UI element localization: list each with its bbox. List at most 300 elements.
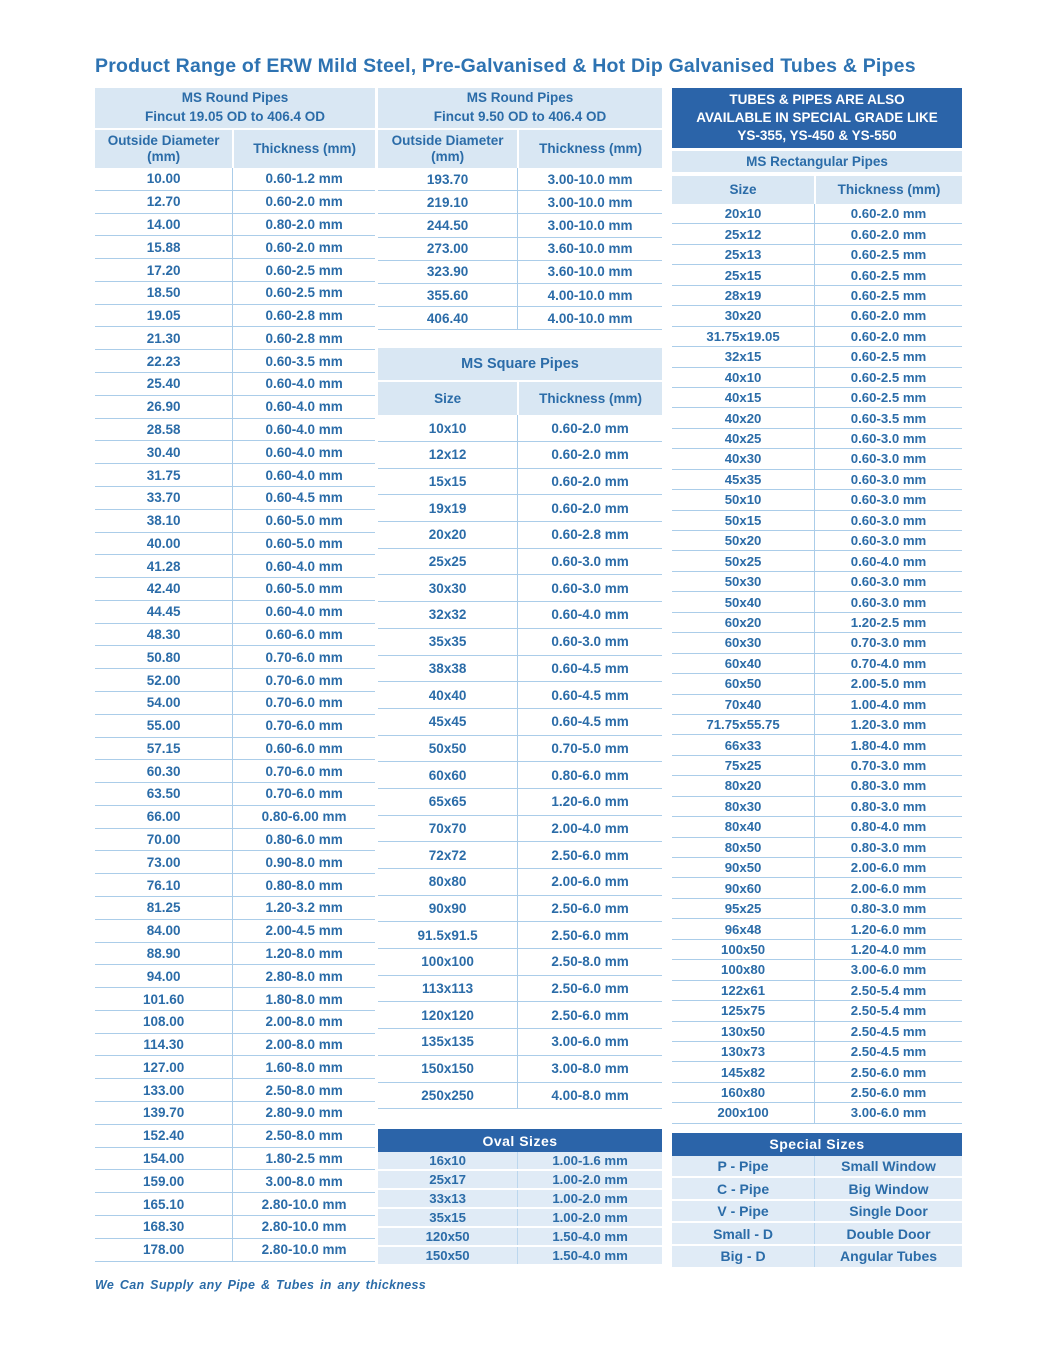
table-cell: 0.80-3.0 mm xyxy=(814,838,962,857)
table-cell: 0.60-3.0 mm xyxy=(517,629,662,655)
column-header-size: Size xyxy=(434,391,462,407)
square-pipes-header xyxy=(378,348,662,382)
table-cell: 130x73 xyxy=(721,1044,766,1060)
table-row xyxy=(378,1002,662,1029)
table-cell: 0.60-2.0 mm xyxy=(232,236,375,258)
table-cell: 35x35 xyxy=(428,634,467,650)
table-cell: 45x35 xyxy=(724,471,762,487)
table-cell: 323.90 xyxy=(426,264,469,280)
table-cell: 10.00 xyxy=(146,171,181,187)
table-row xyxy=(672,1103,962,1123)
table-row xyxy=(672,368,962,388)
table-cell: 20x20 xyxy=(428,527,467,543)
table-cell: 80x50 xyxy=(724,839,762,855)
table-cell: 100x100 xyxy=(421,954,474,970)
table-cell: 3.00-8.0 mm xyxy=(232,1170,375,1192)
table-cell: 2.50-4.5 mm xyxy=(814,1022,962,1041)
round-pipes-2-column-headers xyxy=(378,130,662,168)
table-row xyxy=(95,829,375,852)
table-cell: 40x30 xyxy=(724,451,762,467)
table-cell: 0.60-2.0 mm xyxy=(232,191,375,213)
table-cell: 1.20-6.0 mm xyxy=(814,919,962,938)
table-row xyxy=(95,1148,375,1171)
table-cell: 73.00 xyxy=(146,854,181,870)
table-cell: 75x25 xyxy=(724,758,762,774)
table-cell: 42.40 xyxy=(146,581,181,597)
column-header-outside-diameter: Outside Diameter (mm) xyxy=(391,133,504,164)
column-header-size: Size xyxy=(729,182,757,198)
table-cell: Big Window xyxy=(814,1178,962,1199)
table-cell: 0.60-2.0 mm xyxy=(814,224,962,243)
table-cell: 101.60 xyxy=(142,991,185,1007)
table-cell: 3.60-10.0 mm xyxy=(517,238,662,260)
table-cell: 10x10 xyxy=(428,420,467,436)
table-title: MS Square Pipes xyxy=(461,356,579,373)
table-cell: 1.00-2.0 mm xyxy=(517,1190,662,1207)
table-cell: 135x135 xyxy=(421,1034,474,1050)
table-cell: 70x40 xyxy=(724,696,762,712)
table-cell: 250x250 xyxy=(421,1087,474,1103)
table-cell: 3.60-10.0 mm xyxy=(517,261,662,283)
table-cell: 45x45 xyxy=(428,714,467,730)
table-row xyxy=(95,1102,375,1125)
table-cell: 0.60-2.5 mm xyxy=(814,347,962,366)
table-cell: 0.60-2.5 mm xyxy=(232,282,375,304)
table-cell: 0.70-3.0 mm xyxy=(814,756,962,775)
table-cell: 80x80 xyxy=(428,874,467,890)
table-row xyxy=(672,224,962,244)
table-cell: 1.60-8.0 mm xyxy=(232,1056,375,1078)
table-title: MS Round Pipes xyxy=(466,90,574,106)
table-row xyxy=(95,236,375,259)
table-cell: 50x50 xyxy=(428,740,467,756)
table-row xyxy=(672,919,962,939)
table-cell: 30x20 xyxy=(724,308,762,324)
table-row xyxy=(378,656,662,683)
table-cell: 0.60-3.5 mm xyxy=(232,350,375,372)
table-cell: 3.00-10.0 mm xyxy=(517,191,662,213)
table-cell: 0.90-8.0 mm xyxy=(232,851,375,873)
table-cell: 152.40 xyxy=(142,1128,185,1144)
table-row xyxy=(672,1083,962,1103)
table-row xyxy=(378,1152,662,1171)
table-cell: 60x30 xyxy=(724,635,762,651)
table-cell: 0.60-2.5 mm xyxy=(814,265,962,284)
table-cell: 1.00-2.0 mm xyxy=(517,1171,662,1188)
table-row xyxy=(95,578,375,601)
table-cell: 91.5x91.5 xyxy=(417,927,478,943)
table-row xyxy=(672,449,962,469)
table-cell: 0.80-8.0 mm xyxy=(232,874,375,896)
table-cell: Small - D xyxy=(713,1225,773,1242)
table-row xyxy=(672,408,962,428)
table-cell: 0.70-4.0 mm xyxy=(814,654,962,673)
table-cell: 127.00 xyxy=(142,1059,185,1075)
square-pipes-rows xyxy=(378,415,662,1109)
table-row xyxy=(378,1171,662,1190)
table-row xyxy=(672,1246,962,1269)
table-row xyxy=(378,415,662,442)
table-cell: 0.60-3.0 mm xyxy=(517,549,662,575)
table-cell: 1.20-3.2 mm xyxy=(232,897,375,919)
table-row xyxy=(95,692,375,715)
table-row xyxy=(672,797,962,817)
table-cell: Big - D xyxy=(720,1248,766,1265)
table-cell: 0.70-6.0 mm xyxy=(232,646,375,668)
table-row xyxy=(378,261,662,284)
column-header-thickness: Thickness (mm) xyxy=(517,382,662,415)
table-row xyxy=(378,629,662,656)
table-row xyxy=(672,511,962,531)
rectangular-pipes-table xyxy=(672,151,962,1124)
table-cell: 50x25 xyxy=(724,553,762,569)
table-cell: 31.75x19.05 xyxy=(706,328,780,344)
table-row xyxy=(95,920,375,943)
table-cell: 2.00-8.0 mm xyxy=(232,1011,375,1033)
table-cell: 50x40 xyxy=(724,594,762,610)
table-row xyxy=(378,762,662,789)
table-row xyxy=(378,1083,662,1110)
table-cell: 35x15 xyxy=(429,1210,466,1226)
table-row xyxy=(378,214,662,237)
table-cell: 2.50-6.0 mm xyxy=(814,1062,962,1081)
table-cell: 1.20-8.0 mm xyxy=(232,943,375,965)
table-title: MS Rectangular Pipes xyxy=(746,154,888,169)
table-cell: 2.50-8.0 mm xyxy=(232,1079,375,1101)
table-row xyxy=(672,388,962,408)
table-row xyxy=(672,858,962,878)
table-cell: 0.60-2.8 mm xyxy=(232,327,375,349)
table-row xyxy=(378,575,662,602)
table-cell: 4.00-10.0 mm xyxy=(517,284,662,306)
table-cell: 19.05 xyxy=(146,308,181,324)
table-cell: 81.25 xyxy=(146,900,181,916)
table-row xyxy=(95,783,375,806)
table-cell: 219.10 xyxy=(426,194,469,210)
table-cell: 90x90 xyxy=(428,901,467,917)
table-row xyxy=(378,307,662,330)
table-cell: 40x25 xyxy=(724,431,762,447)
table-cell: 80x30 xyxy=(724,798,762,814)
table-cell: Single Door xyxy=(814,1201,962,1222)
table-cell: Small Window xyxy=(814,1156,962,1177)
table-cell: 1.80-4.0 mm xyxy=(814,735,962,754)
table-cell: 28x19 xyxy=(724,287,762,303)
table-cell: 0.60-2.5 mm xyxy=(814,388,962,407)
table-cell: 40x15 xyxy=(724,390,762,406)
table-cell: 84.00 xyxy=(146,923,181,939)
table-cell: 26.90 xyxy=(146,399,181,415)
table-cell: 22.23 xyxy=(146,353,181,369)
table-row xyxy=(95,738,375,761)
table-cell: 1.20-2.5 mm xyxy=(814,613,962,632)
table-row xyxy=(95,305,375,328)
table-cell: 55.00 xyxy=(146,718,181,734)
table-row xyxy=(95,1125,375,1148)
table-row xyxy=(672,1201,962,1224)
table-row xyxy=(672,1022,962,1042)
table-cell: 0.80-6.00 mm xyxy=(232,806,375,828)
table-row xyxy=(378,1247,662,1266)
table-row xyxy=(95,214,375,237)
table-cell: 114.30 xyxy=(143,1037,184,1053)
table-cell: 0.80-4.0 mm xyxy=(814,817,962,836)
table-cell: 2.50-6.0 mm xyxy=(517,1002,662,1028)
table-row xyxy=(378,816,662,843)
table-cell: 120x120 xyxy=(421,1007,474,1023)
table-row xyxy=(95,191,375,214)
table-cell: 0.60-2.5 mm xyxy=(232,259,375,281)
table-cell: 0.80-6.0 mm xyxy=(232,829,375,851)
table-row xyxy=(378,1056,662,1083)
table-cell: 0.60-3.0 mm xyxy=(814,511,962,530)
table-cell: 0.80-3.0 mm xyxy=(814,797,962,816)
table-row xyxy=(95,555,375,578)
table-cell: 50x30 xyxy=(724,574,762,590)
table-cell: 16x10 xyxy=(429,1153,466,1169)
table-row xyxy=(672,981,962,1001)
table-cell: 50x20 xyxy=(724,533,762,549)
table-row xyxy=(378,1190,662,1209)
table-cell: 0.60-4.0 mm xyxy=(232,601,375,623)
table-row xyxy=(672,265,962,285)
table-cell: 2.80-10.0 mm xyxy=(232,1239,375,1261)
table-row xyxy=(95,1079,375,1102)
table-cell: 133.00 xyxy=(142,1082,185,1098)
table-subtitle: Fincut 9.50 OD to 406.4 OD xyxy=(433,109,607,124)
table-cell: 0.60-1.2 mm xyxy=(232,168,375,190)
table-cell: 25x13 xyxy=(724,247,762,263)
footnote: We Can Supply any Pipe & Tubes in any thickness xyxy=(95,1277,427,1292)
table-cell: 0.60-3.0 mm xyxy=(814,470,962,489)
table-cell: 25.40 xyxy=(146,376,181,392)
column-round-square-oval xyxy=(378,88,662,1292)
table-row xyxy=(672,245,962,265)
table-cell: 2.00-6.0 mm xyxy=(814,858,962,877)
table-cell: 88.90 xyxy=(146,945,181,961)
table-row xyxy=(95,350,375,373)
table-row xyxy=(378,922,662,949)
table-cell: 0.60-4.0 mm xyxy=(232,373,375,395)
table-cell: 406.40 xyxy=(426,310,469,326)
table-cell: 76.10 xyxy=(146,877,181,893)
table-row xyxy=(672,531,962,551)
table-cell: 1.50-4.0 mm xyxy=(517,1228,662,1245)
table-cell: V - Pipe xyxy=(717,1203,769,1220)
table-row xyxy=(672,1223,962,1246)
table-cell: 0.60-2.0 mm xyxy=(814,327,962,346)
table-cell: 0.60-4.0 mm xyxy=(517,602,662,628)
rectangular-pipes-rows xyxy=(672,204,962,1124)
table-cell: 80x40 xyxy=(724,819,762,835)
column-header-thickness: Thickness (mm) xyxy=(517,130,662,168)
table-row xyxy=(95,874,375,897)
table-cell: 52.00 xyxy=(146,672,181,688)
table-cell: 40x10 xyxy=(724,369,762,385)
table-cell: 0.60-6.0 mm xyxy=(232,624,375,646)
table-cell: 48.30 xyxy=(146,627,181,643)
table-row xyxy=(672,1178,962,1201)
table-cell: 41.28 xyxy=(146,558,181,574)
table-row xyxy=(672,347,962,367)
table-cell: 21.30 xyxy=(146,330,181,346)
rectangular-pipes-column-headers xyxy=(672,176,962,204)
table-cell: 355.60 xyxy=(426,287,469,303)
table-row xyxy=(95,806,375,829)
table-row xyxy=(672,695,962,715)
special-grade-banner xyxy=(672,88,962,148)
round-pipes-1-table xyxy=(95,88,375,1262)
table-cell: 18.50 xyxy=(146,285,181,301)
round-pipes-2-header xyxy=(378,88,662,130)
table-cell: 0.60-4.5 mm xyxy=(517,682,662,708)
table-cell: 150x50 xyxy=(425,1248,470,1264)
table-row xyxy=(95,1011,375,1034)
round-pipes-1-header xyxy=(95,88,375,130)
special-sizes-table xyxy=(672,1133,962,1269)
table-cell: 2.80-8.0 mm xyxy=(232,965,375,987)
table-cell: 3.00-6.0 mm xyxy=(814,1103,962,1122)
table-row xyxy=(672,960,962,980)
table-row xyxy=(95,760,375,783)
table-cell: 0.60-5.0 mm xyxy=(232,533,375,555)
table-cell: 2.00-4.5 mm xyxy=(232,920,375,942)
table-cell: 1.00-2.0 mm xyxy=(517,1209,662,1226)
table-cell: 70x70 xyxy=(428,820,467,836)
table-cell: 0.70-6.0 mm xyxy=(232,715,375,737)
table-cell: 0.70-6.0 mm xyxy=(232,760,375,782)
table-row xyxy=(672,490,962,510)
table-cell: 100x50 xyxy=(721,941,766,957)
table-row xyxy=(95,1056,375,1079)
table-cell: 0.60-3.0 mm xyxy=(814,531,962,550)
table-cell: 0.60-6.0 mm xyxy=(232,738,375,760)
round-pipes-2-table xyxy=(378,88,662,330)
table-row xyxy=(95,259,375,282)
table-cell: 0.80-3.0 mm xyxy=(814,776,962,795)
table-cell: 2.50-6.0 mm xyxy=(814,1083,962,1102)
table-row xyxy=(672,878,962,898)
column-header-thickness: Thickness (mm) xyxy=(232,130,375,168)
table-row xyxy=(672,756,962,776)
table-row xyxy=(672,204,962,224)
table-row xyxy=(378,682,662,709)
table-cell: 25x17 xyxy=(429,1172,466,1188)
table-row xyxy=(378,709,662,736)
table-cell: 139.70 xyxy=(142,1105,185,1121)
table-row xyxy=(95,851,375,874)
table-row xyxy=(672,551,962,571)
table-cell: 193.70 xyxy=(426,171,469,187)
table-cell: 0.60-3.0 mm xyxy=(517,575,662,601)
table-cell: 0.60-4.0 mm xyxy=(232,419,375,441)
table-cell: 113x113 xyxy=(422,981,474,997)
table-row xyxy=(95,533,375,556)
table-cell: 20x10 xyxy=(724,206,762,222)
table-cell: 0.60-4.0 mm xyxy=(814,551,962,570)
banner-line: YS-355, YS-450 & YS-550 xyxy=(737,128,897,144)
table-row xyxy=(378,869,662,896)
table-cell: 2.00-6.0 mm xyxy=(517,869,662,895)
table-cell: 0.60-3.0 mm xyxy=(814,449,962,468)
table-cell: 160x80 xyxy=(721,1085,766,1101)
table-cell: 94.00 xyxy=(146,968,181,984)
table-cell: 60x20 xyxy=(724,614,762,630)
table-row xyxy=(95,396,375,419)
table-cell: 1.20-6.0 mm xyxy=(517,789,662,815)
table-row xyxy=(672,838,962,858)
table-cell: 1.00-1.6 mm xyxy=(517,1152,662,1169)
table-cell: 28.58 xyxy=(146,421,181,437)
table-cell: 25x12 xyxy=(724,226,762,242)
table-row xyxy=(95,601,375,624)
table-cell: 2.00-6.0 mm xyxy=(814,878,962,897)
table-cell: 17.20 xyxy=(146,262,181,278)
table-cell: 50.80 xyxy=(146,649,181,665)
table-cell: 0.60-3.0 mm xyxy=(814,490,962,509)
special-sizes-header: Special Sizes xyxy=(672,1133,962,1156)
table-cell: 0.60-4.0 mm xyxy=(232,396,375,418)
special-sizes-rows xyxy=(672,1156,962,1269)
table-row xyxy=(672,429,962,449)
table-cell: 2.50-5.4 mm xyxy=(814,1001,962,1020)
table-cell: 0.60-3.0 mm xyxy=(814,429,962,448)
table-cell: 2.80-10.0 mm xyxy=(232,1193,375,1215)
table-row xyxy=(672,817,962,837)
table-cell: 0.60-2.0 mm xyxy=(814,306,962,325)
table-cell: 25x15 xyxy=(724,267,762,283)
table-cell: 0.60-3.5 mm xyxy=(814,408,962,427)
table-row xyxy=(672,654,962,674)
table-cell: 0.80-3.0 mm xyxy=(814,899,962,918)
table-cell: 3.00-6.0 mm xyxy=(814,960,962,979)
table-cell: 0.70-6.0 mm xyxy=(232,783,375,805)
table-cell: 2.50-5.4 mm xyxy=(814,981,962,1000)
table-row xyxy=(378,976,662,1003)
table-cell: 120x50 xyxy=(425,1229,470,1245)
table-cell: 70.00 xyxy=(146,832,181,848)
table-cell: 0.60-2.8 mm xyxy=(232,305,375,327)
table-cell: 33x13 xyxy=(429,1191,466,1207)
table-cell: 0.70-6.0 mm xyxy=(232,669,375,691)
table-cell: 12.70 xyxy=(146,194,181,210)
table-row xyxy=(95,487,375,510)
table-cell: 4.00-10.0 mm xyxy=(517,307,662,329)
table-cell: 65x65 xyxy=(428,794,467,810)
table-cell: 0.60-4.0 mm xyxy=(232,464,375,486)
table-cell: 2.00-8.0 mm xyxy=(232,1034,375,1056)
table-cell: Angular Tubes xyxy=(814,1246,962,1267)
table-cell: 108.00 xyxy=(142,1014,185,1030)
table-cell: 3.00-8.0 mm xyxy=(517,1056,662,1082)
table-row xyxy=(378,896,662,923)
table-row xyxy=(672,1042,962,1062)
table-cell: 0.60-2.8 mm xyxy=(517,522,662,548)
table-row xyxy=(378,1228,662,1247)
table-cell: 1.20-4.0 mm xyxy=(814,940,962,959)
table-row xyxy=(378,1029,662,1056)
table-cell: 19x19 xyxy=(428,500,467,516)
table-cell: 12x12 xyxy=(428,447,467,463)
table-cell: 15.88 xyxy=(146,239,181,255)
table-row xyxy=(95,168,375,191)
table-row xyxy=(672,1156,962,1179)
table-cell: 3.00-6.0 mm xyxy=(517,1029,662,1055)
round-pipes-2-rows xyxy=(378,168,662,330)
table-cell: P - Pipe xyxy=(717,1157,769,1174)
table-cell: 2.00-4.0 mm xyxy=(517,816,662,842)
table-row xyxy=(672,633,962,653)
